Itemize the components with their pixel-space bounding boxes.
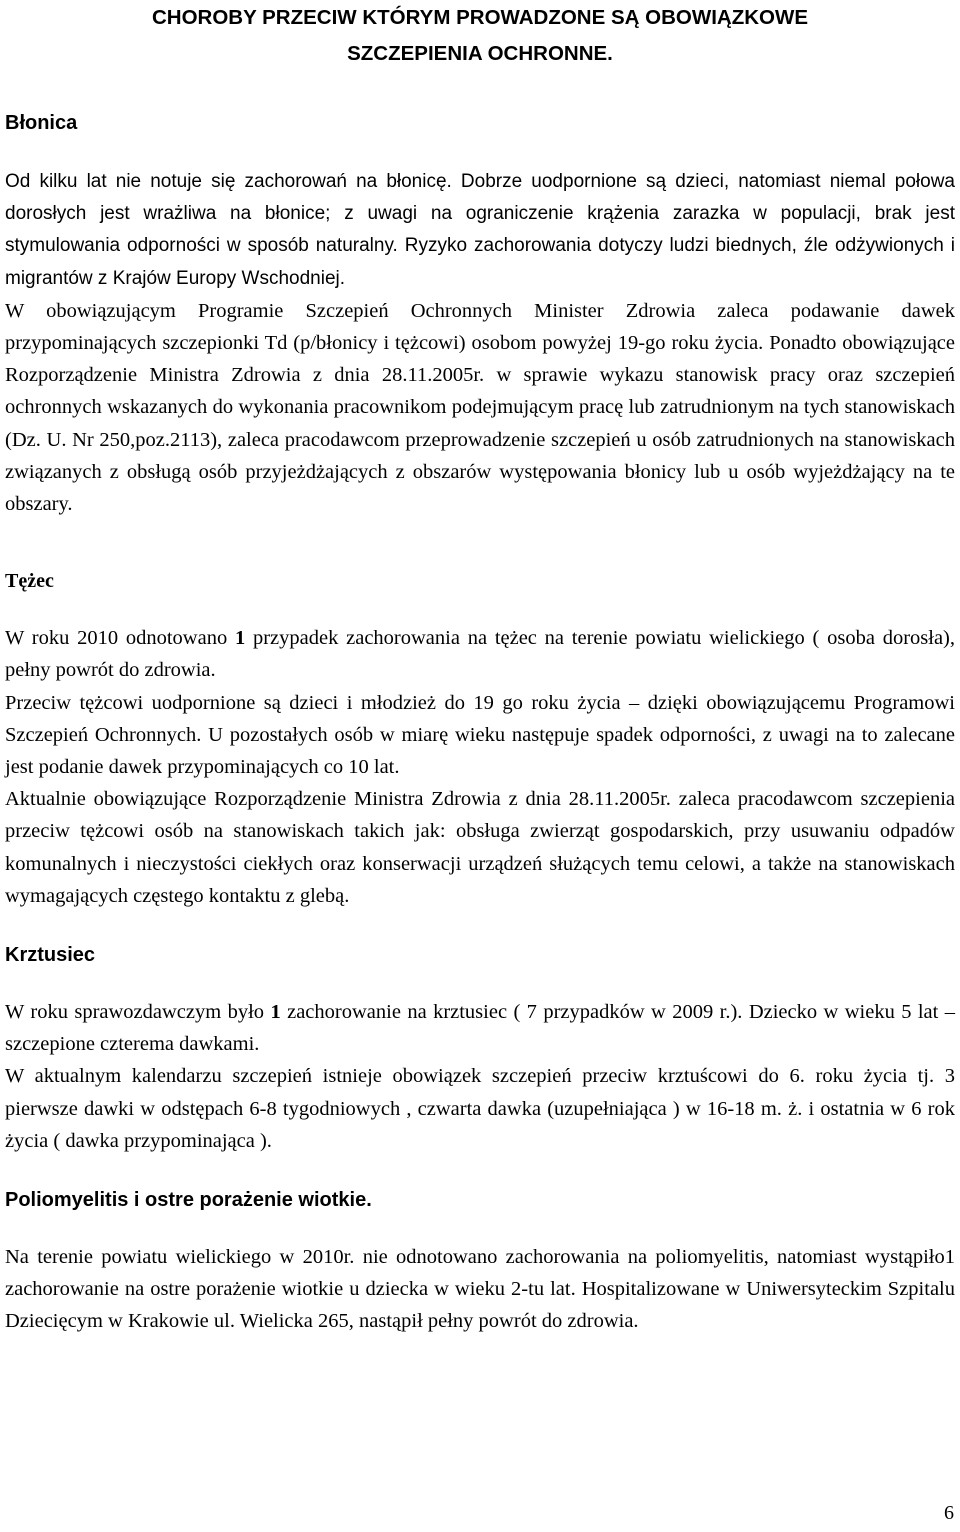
section-krztusiec bbox=[5, 942, 955, 1157]
paragraph-tezec-3: Aktualnie obowiązujące Rozporządzenie Ministra Zdrowia z dnia 28.11.2005r. zaleca pracodawcom szczepienia przeciw tężcowi osób na stanowiskach takich jak: obsługa zwierząt gospodarskich, przy usuwaniu odpadów komunalnych i nieczystości ciekłych oraz konserwacji urządzeń służących temu celowi, a także na stanowiskach wymagających częstego kontaktu z glebą. bbox=[5, 788, 955, 907]
paragraph-tezec-1 bbox=[5, 622, 955, 686]
section-heading-tezec: Tężec bbox=[5, 570, 54, 593]
paragraph-krztusiec-1-count: 1 bbox=[270, 1001, 281, 1024]
paragraph-blonica-2: W obowiązującym Programie Szczepień Ochronnych Minister Zdrowia zaleca podawanie dawek przypominających szczepionki Td (p/błonicy i tężcowi) osobom powyżej 19-go roku życia. Ponadto obowiązujące Rozporządzenie Ministra Zdrowia z dnia 28.11.2005r. w sprawie wykazu stanowisk pracy oraz szczepień ochronnych wskazanych do wykonania pracownikom podejmującym pracę lub zatrudnionym na tych stanowiskach (Dz. U. Nr 250,poz.2113), zaleca pracodawcom przeprowadzenie szczepień u osób zatrudnionych na stanowiskach związanych z obsługą osób przyjeżdżających z obszarów występowania błonicy lub u osób wyjeżdżający na te obszary. bbox=[5, 299, 955, 516]
section-blonica bbox=[5, 110, 955, 520]
section-heading-polio: Poliomyelitis i ostre porażenie wiotkie. bbox=[5, 1189, 372, 1212]
paragraph-krztusiec-1 bbox=[5, 996, 955, 1060]
document-title bbox=[5, 0, 955, 72]
paragraph-krztusiec-1-start: W roku sprawozdawczym było bbox=[5, 1001, 271, 1024]
section-polio bbox=[5, 1187, 955, 1338]
section-tezec bbox=[5, 568, 955, 912]
paragraph-tezec-1-start: W roku 2010 odnotowano bbox=[5, 627, 235, 650]
paragraph-polio-1: Na terenie powiatu wielickiego w 2010r. nie odnotowano zachorowania na poliomyelitis, natomiast wystąpiło1 zachorowanie na ostre porażenie wiotkie u dziecka w wieku 2-tu lat. Hospitalizowane w Uniwersyteckim Szpitalu Dziecięcym w Krakowie ul. Wielicka 265, nastąpił pełny powrót do zdrowia. bbox=[5, 1246, 955, 1333]
paragraph-tezec-2: Przeciw tężcowi uodpornione są dzieci i młodzież do 19 go roku życia – dzięki obowiązującemu Programowi Szczepień Ochronnych. U pozostałych osób w miarę wieku następuje spadek odporności, z uwagi na to zalecane jest podanie dawek przypominających co 10 lat. bbox=[5, 691, 955, 779]
paragraph-tezec-1-end: przypadek zachorowania na tężec na terenie powiatu wielickiego ( osoba dorosła), pełny powrót do zdrowia. bbox=[5, 627, 955, 682]
paragraph-krztusiec-2: W aktualnym kalendarzu szczepień istnieje obowiązek szczepień przeciw krztuścowi do 6. roku życia tj. 3 pierwsze dawki w odstępach 6-8 tygodniowych , czwarta dawka (uzupełniająca ) w 16-18 m. ż. i ostatnia w 6 rok życia ( dawka przypominająca ). bbox=[5, 1065, 955, 1152]
page-number: 6 bbox=[944, 1502, 954, 1524]
section-heading-blonica: Błonica bbox=[5, 112, 78, 134]
title-line-1: CHOROBY PRZECIW KTÓRYM PROWADZONE SĄ OBOWIĄZKOWE bbox=[152, 6, 808, 29]
paragraph-tezec-1-count: 1 bbox=[234, 627, 246, 650]
document-page bbox=[5, 0, 955, 1338]
title-line-2: SZCZEPIENIA OCHRONNE. bbox=[347, 42, 613, 65]
section-heading-krztusiec: Krztusiec bbox=[5, 944, 96, 967]
paragraph-blonica-1: Od kilku lat nie notuje się zachorowań na błonicę. Dobrze uodpornione są dzieci, natomiast niemal połowa dorosłych jest wrażliwa na błonice; z uwagi na ograniczenie krążenia zarazka w populacji, brak jest stymulowania odporności w sposób naturalny. Ryzyko zachorowania dotyczy ludzi biednych, źle odżywionych i migrantów z Krajów Europy Wschodniej. bbox=[5, 171, 955, 289]
paragraph-krztusiec-1-end: zachorowanie na krztusiec ( 7 przypadków w 2009 r.). Dziecko w wieku 5 lat – szczepione czterema dawkami. bbox=[5, 1001, 955, 1056]
